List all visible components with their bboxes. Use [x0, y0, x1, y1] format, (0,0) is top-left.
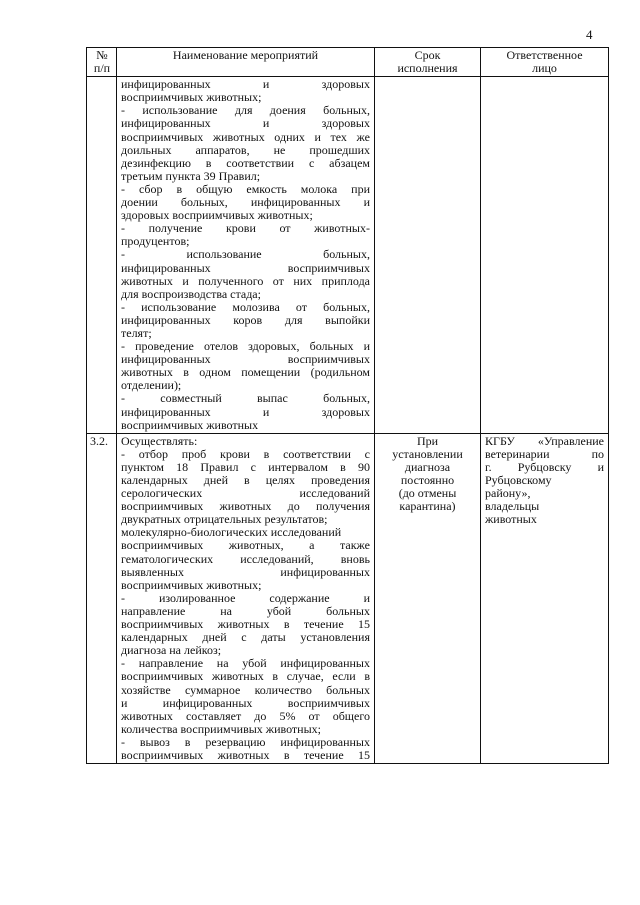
- responsible-line: ветеринарии по: [485, 446, 604, 461]
- text-line: - получение крови от животных-: [121, 221, 370, 236]
- text-line: восприимчивых животных в течение 15: [121, 747, 370, 762]
- responsible-line: Рубцовскому: [485, 473, 552, 487]
- text-line: животных в одном помещении (родильном: [121, 365, 370, 380]
- header-number-line1: №: [96, 48, 108, 62]
- term-line: постоянно: [400, 473, 455, 487]
- header-name: Наименование мероприятий: [117, 48, 375, 77]
- text-line: - отбор проб крови в соответствии с: [121, 446, 370, 461]
- text-line: - использование молозива от больных,: [121, 299, 370, 314]
- text-line: восприимчивых животных: [121, 417, 259, 432]
- page-number: 4: [586, 27, 593, 42]
- text-line: восприимчивых животных, а также: [121, 538, 370, 553]
- text-line: инфицированных и здоровых: [121, 77, 370, 92]
- header-term: [375, 48, 481, 77]
- text-line: серологических исследований: [121, 486, 370, 501]
- text-line: - сбор в общую емкость молока при: [121, 181, 370, 196]
- text-line: направление на убой больных: [121, 603, 370, 618]
- text-line: пунктом 18 Правил с интервалом в 90: [121, 459, 370, 474]
- text-line: - направление на убой инфицированных: [121, 656, 370, 671]
- text-line: доильных аппаратов, не прошедших: [121, 142, 370, 157]
- table-row: [87, 433, 609, 763]
- row2-responsible: [481, 433, 609, 763]
- text-line: восприимчивых животных в случае, если в: [121, 669, 370, 684]
- row1-term: [375, 77, 481, 434]
- term-line: диагноза: [404, 459, 451, 474]
- text-line: инфицированных восприимчивых: [121, 352, 370, 367]
- header-responsible: [481, 48, 609, 77]
- text-line: и инфицированных восприимчивых: [121, 695, 370, 710]
- table-row: [87, 77, 609, 434]
- row1-text: [117, 77, 375, 434]
- text-line: инфицированных восприимчивых: [121, 260, 370, 275]
- text-line: животных и полученного от них приплода: [121, 273, 370, 288]
- header-term-line1: Срок: [414, 48, 441, 62]
- text-line: - использование больных,: [121, 247, 370, 262]
- text-line: молекулярно-биологических исследований: [121, 525, 342, 540]
- term-line: карантина): [399, 499, 456, 514]
- text-line: животных составляет до 5% от общего: [121, 708, 370, 723]
- text-line: телят;: [121, 325, 152, 340]
- text-line: - проведение отелов здоровых, больных и: [121, 339, 370, 354]
- text-line: - вывоз в резервацию инфицированных: [121, 734, 370, 749]
- text-line: здоровых восприимчивых животных;: [121, 208, 313, 223]
- text-line: диагноза на лейкоз;: [121, 643, 222, 658]
- text-line: третьим пункта 39 Правил;: [121, 168, 261, 183]
- term-line: При: [416, 433, 439, 448]
- responsible-line: г. Рубцовску и: [485, 459, 604, 474]
- text-line: выявленных инфицированных: [121, 564, 370, 579]
- text-line: восприимчивых животных;: [121, 90, 262, 105]
- header-term-line2: исполнения: [397, 61, 458, 76]
- responsible-line: владельцы: [485, 499, 540, 514]
- text-line: количества восприимчивых животных;: [121, 721, 321, 736]
- text-line: хозяйстве суммарное количество больных: [121, 682, 370, 697]
- term-line: (до отмены: [398, 486, 457, 501]
- term-line: установлении: [392, 446, 463, 461]
- text-line: инфицированных и здоровых: [121, 404, 370, 419]
- row1-responsible: [481, 77, 609, 434]
- row2-term: [375, 433, 481, 763]
- responsible-line: району»,: [485, 486, 531, 501]
- header-number: [87, 48, 117, 77]
- text-line: - использование для доения больных,: [121, 103, 370, 118]
- text-line: инфицированных и здоровых: [121, 116, 370, 131]
- row2-text: [117, 433, 375, 763]
- measures-table: [86, 47, 609, 764]
- text-line: - изолированное содержание и: [121, 590, 370, 605]
- text-line: для воспроизводства стада;: [121, 286, 261, 301]
- header-responsible-line1: Ответственное: [506, 48, 583, 62]
- responsible-line: животных: [485, 512, 537, 527]
- header-number-line2: п/п: [93, 61, 111, 76]
- text-line: продуцентов;: [121, 234, 190, 249]
- text-line: восприимчивых животных;: [121, 577, 262, 592]
- text-line: отделении);: [121, 378, 182, 393]
- header-responsible-line2: лицо: [532, 61, 557, 76]
- table-header-row: [87, 48, 609, 77]
- text-line: инфицированных коров для выпойки: [121, 312, 370, 327]
- text-line: дезинфекцию в соответствии с абзацем: [121, 155, 370, 170]
- text-line: восприимчивых животных в течение 15: [121, 617, 370, 632]
- responsible-line: КГБУ «Управление: [485, 433, 604, 448]
- text-line: восприимчивых животных до получения: [121, 499, 370, 514]
- text-line: гематологических исследований, вновь: [121, 551, 370, 566]
- text-line: - совместный выпас больных,: [121, 391, 370, 406]
- text-line: восприимчивых животных одних и тех же: [121, 129, 370, 144]
- text-line: календарных дней с даты установления: [121, 630, 370, 645]
- text-line: доении больных, инфицированных и: [121, 195, 370, 210]
- row1-number: [87, 77, 117, 434]
- text-line: Осуществлять:: [121, 433, 198, 448]
- row2-number: 3.2.: [87, 433, 117, 763]
- text-line: календарных дней в целях проведения: [121, 473, 370, 487]
- text-line: двукратных отрицательных результатов;: [121, 512, 328, 527]
